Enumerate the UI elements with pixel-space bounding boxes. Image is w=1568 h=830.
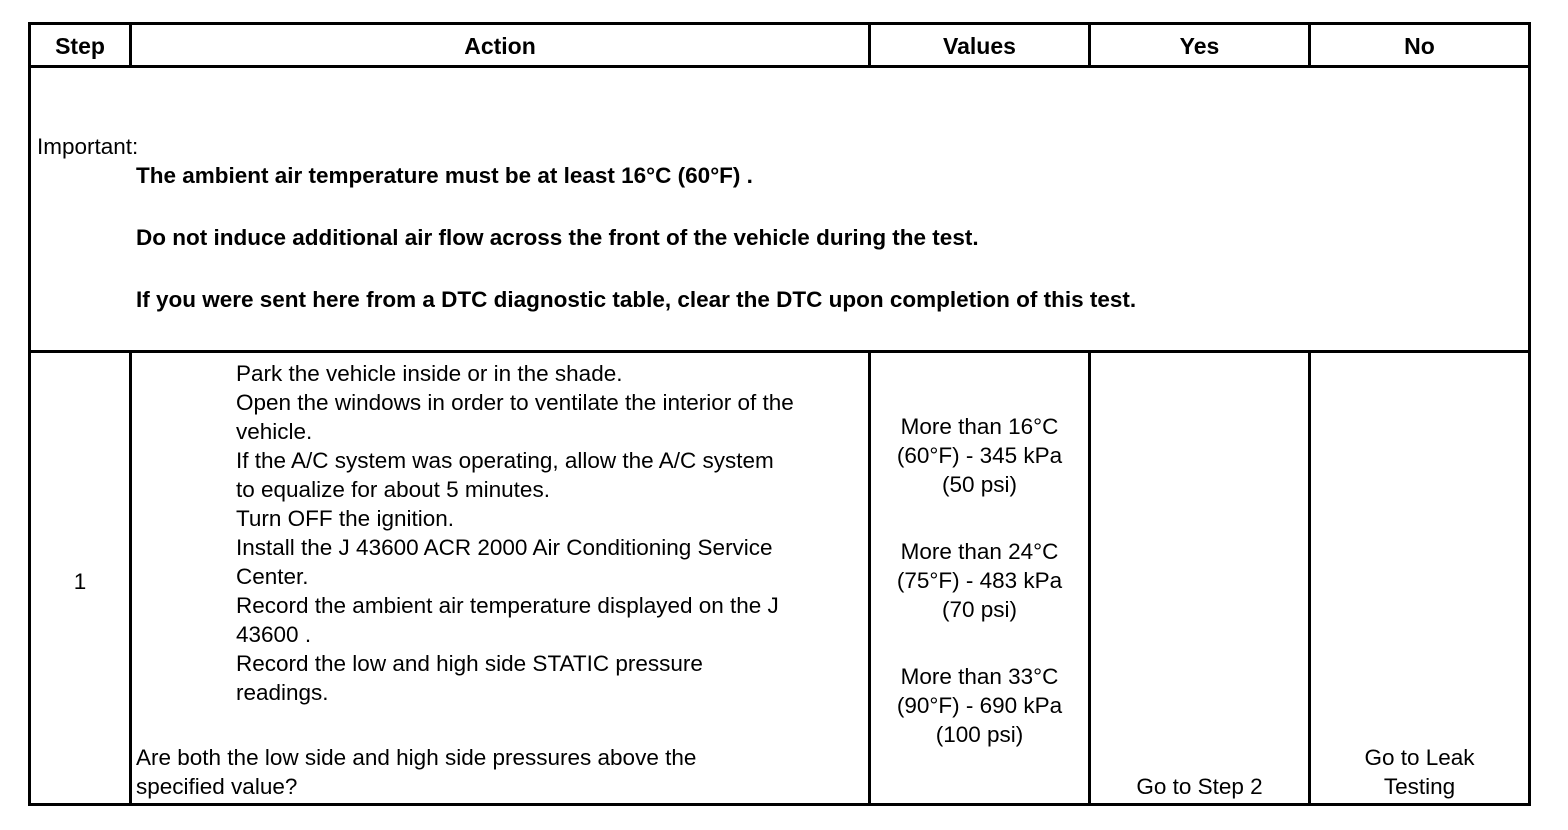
action-line: Center. <box>236 564 309 589</box>
value-line: More than 16°C <box>900 414 1059 439</box>
question-line: Are both the low side and high side pressures above the <box>136 745 697 770</box>
value-line: More than 24°C <box>900 539 1059 564</box>
value-line: (60°F) - 345 kPa <box>896 443 1063 468</box>
header-action: Action <box>464 32 536 59</box>
header-values: Values <box>943 32 1016 59</box>
action-line: Install the J 43600 ACR 2000 Air Conditioning Service <box>236 535 773 560</box>
value-line: (100 psi) <box>935 722 1024 747</box>
important-line: If you were sent here from a DTC diagnostic table, clear the DTC upon completion of this test. <box>136 287 1137 312</box>
header-step: Step <box>55 32 105 59</box>
value-line: (90°F) - 690 kPa <box>896 693 1063 718</box>
question-line: specified value? <box>136 774 298 799</box>
action-line: Open the windows in order to ventilate the interior of the <box>236 390 794 415</box>
value-line: More than 33°C <box>900 664 1059 689</box>
col-divider-yes-row <box>1308 350 1311 803</box>
yes-outcome: Go to Step 2 <box>1136 774 1263 799</box>
important-label: Important: <box>37 134 139 159</box>
no-outcome-line: Testing <box>1383 774 1456 799</box>
action-line: vehicle. <box>236 419 313 444</box>
important-line: The ambient air temperature must be at least 16°C (60°F) . <box>136 163 753 188</box>
important-line: Do not induce additional air flow across the front of the vehicle during the test. <box>136 225 979 250</box>
important-divider <box>31 350 1528 353</box>
col-divider-step-row <box>129 350 132 803</box>
action-line: to equalize for about 5 minutes. <box>236 477 550 502</box>
action-line: Record the low and high side STATIC pressure <box>236 651 703 676</box>
action-line: Turn OFF the ignition. <box>236 506 455 531</box>
value-line: (75°F) - 483 kPa <box>896 568 1063 593</box>
action-line: Record the ambient air temperature displayed on the J <box>236 593 779 618</box>
action-line: Park the vehicle inside or in the shade. <box>236 361 623 386</box>
action-line: readings. <box>236 680 329 705</box>
diagnostic-table <box>28 22 1531 806</box>
no-outcome-line: Go to Leak <box>1364 745 1475 770</box>
header-yes: Yes <box>1179 32 1220 59</box>
header-no: No <box>1404 32 1435 59</box>
action-line: 43600 . <box>236 622 312 647</box>
col-divider-values-row <box>1088 350 1091 803</box>
value-line: (50 psi) <box>941 472 1018 497</box>
value-line: (70 psi) <box>941 597 1018 622</box>
step-number: 1 <box>73 569 87 594</box>
action-line: If the A/C system was operating, allow the A/C system <box>236 448 774 473</box>
